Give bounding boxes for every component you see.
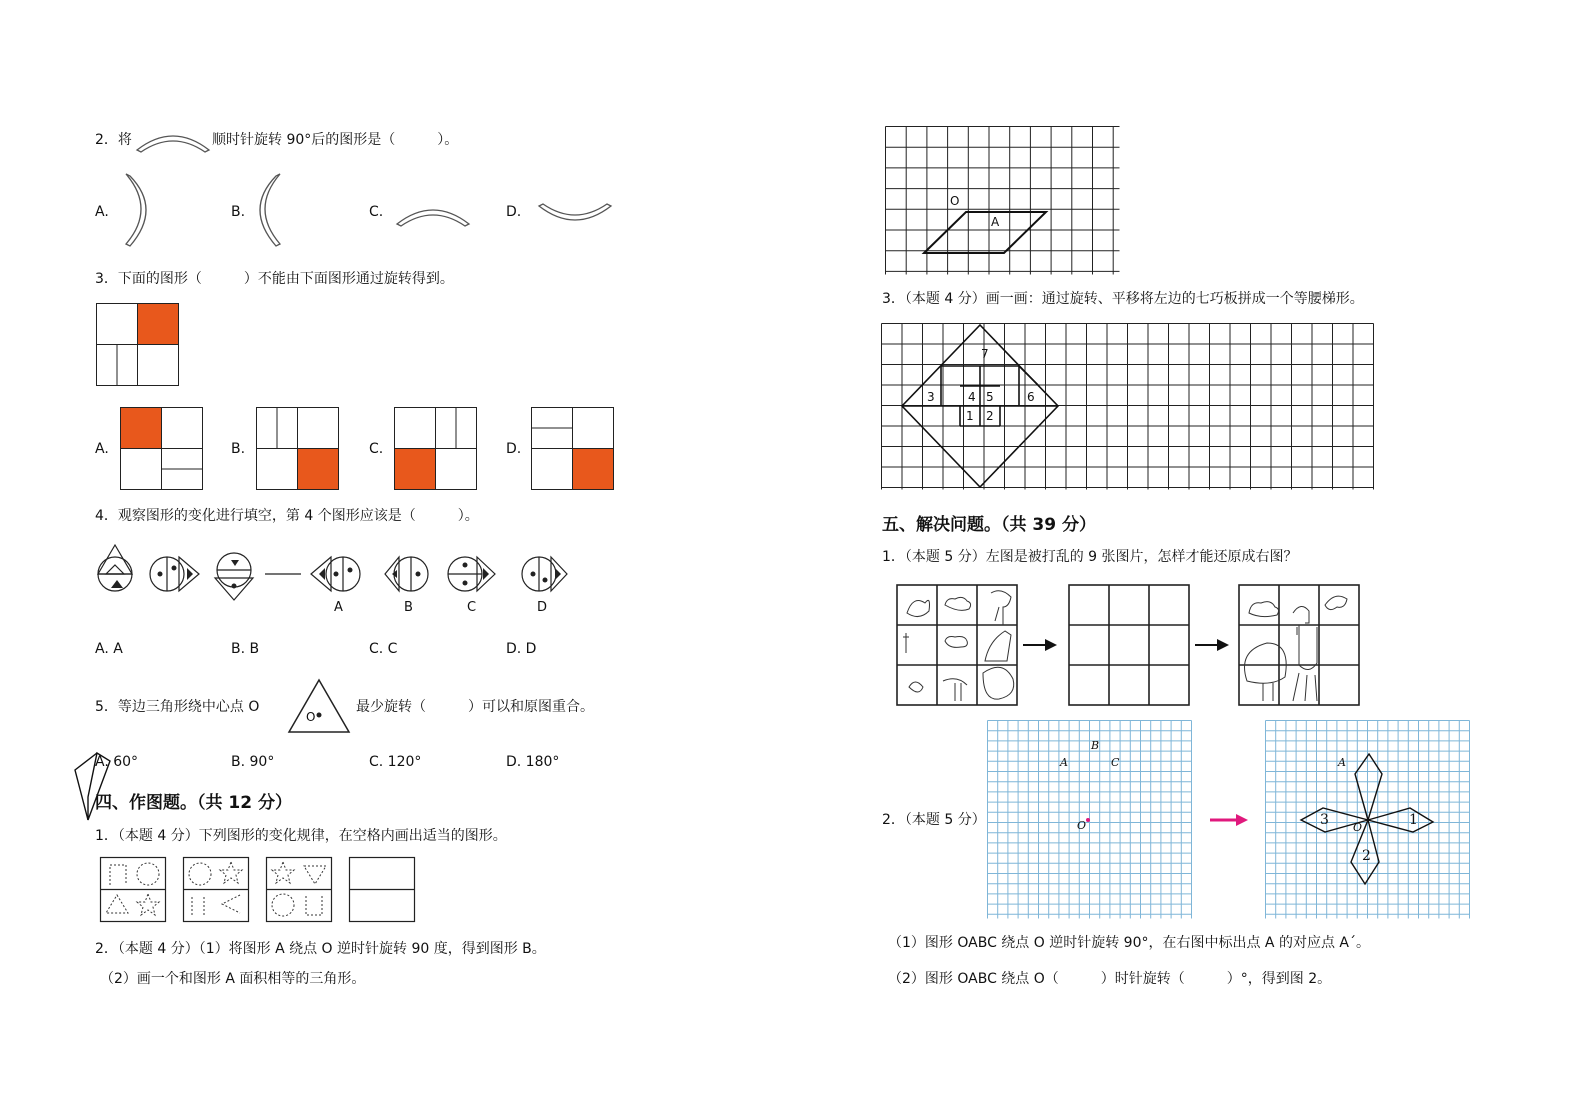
q4-option-b[interactable]: B. B — [231, 641, 260, 657]
grid1-point-o: O — [950, 194, 960, 208]
blue-grid-left-label-b: B — [1091, 739, 1100, 752]
q4-figure-label-c: C — [467, 600, 477, 615]
q3-figure-c — [394, 407, 478, 491]
q2-option-a[interactable]: A. — [95, 204, 109, 220]
pink-arrow-icon — [1208, 812, 1250, 828]
tangram-label-3: 3 — [927, 390, 935, 404]
section-4-q2-line1: 2．（本题 4 分）（1）将图形 A 绕点 O 逆时针旋转 90 度，得到图形 B。 — [95, 941, 546, 957]
arc-up-icon — [395, 202, 473, 230]
q2-suffix: 顺时针旋转 90°后的图形是（ ）。 — [212, 132, 459, 148]
pattern-boxes — [100, 857, 418, 925]
tangram-label-6: 6 — [1027, 390, 1035, 404]
q5-prefix: 5．等边三角形绕中心点 O — [95, 699, 260, 715]
section-5-title: 五、解决问题。（共 39 分） — [882, 515, 1096, 535]
tangram-label-4: 4 — [968, 390, 976, 404]
blue-grid-right[interactable] — [1265, 720, 1471, 920]
puzzle-sequence — [895, 583, 1367, 709]
q4-figure-label-a: A — [334, 600, 343, 615]
arc-left-icon — [258, 172, 288, 250]
q5-point-label: O — [306, 710, 316, 724]
q3-text: 3．下面的图形（ ）不能由下面图形通过旋转得到。 — [95, 271, 454, 287]
section-5-sub1: （1）图形 OABC 绕点 O 逆时针旋转 90°，在右图中标出点 A 的对应点 A´。 — [888, 935, 1370, 951]
q5-option-c[interactable]: C. 120° — [369, 754, 422, 770]
blue-grid-right-label-2: 2 — [1362, 848, 1371, 864]
q4-option-c[interactable]: C. C — [369, 641, 398, 657]
tangram-label-7: 7 — [981, 347, 989, 361]
q3-option-b[interactable]: B. — [231, 441, 246, 457]
q3-original-figure — [96, 303, 180, 387]
blue-grid-left-label-a: A — [1060, 756, 1068, 769]
section-5-q2-label: 2．（本题 5 分） — [882, 812, 986, 828]
q5-option-a[interactable]: A. 60° — [95, 754, 139, 770]
q5-option-d[interactable]: D. 180° — [506, 754, 560, 770]
arc-down-icon — [537, 200, 615, 228]
equilateral-triangle-figure — [288, 678, 352, 734]
q5-suffix: 最少旋转（ ）可以和原图重合。 — [356, 699, 594, 715]
q4-option-a[interactable]: A. A — [95, 641, 123, 657]
section-5-sub2: （2）图形 OABC 绕点 O（ ）时针旋转（ ）°，得到图 2。 — [888, 971, 1332, 987]
q3-figure-d — [531, 407, 615, 491]
blue-grid-right-label-o: O — [1353, 821, 1363, 834]
q2-option-b[interactable]: B. — [231, 204, 246, 220]
arc-shape-icon — [135, 128, 215, 156]
blue-grid-left[interactable] — [987, 720, 1193, 920]
q3-option-c[interactable]: C. — [369, 441, 384, 457]
q4-pattern-figures — [93, 540, 573, 622]
blue-grid-right-label-a: A — [1338, 756, 1346, 769]
q4-figure-label-b: B — [404, 600, 413, 615]
q4-text: 4．观察图形的变化进行填空，第 4 个图形应该是（ ）。 — [95, 508, 479, 524]
tangram-label-1: 1 — [966, 409, 974, 423]
blue-grid-right-label-3: 3 — [1320, 812, 1329, 828]
q3-figure-b — [256, 407, 340, 491]
q3-figure-a — [120, 407, 204, 491]
q4-option-d[interactable]: D. D — [506, 641, 537, 657]
q2-prefix: 2．将 — [95, 132, 132, 148]
section-4-q2-line2: （2）画一个和图形 A 面积相等的三角形。 — [100, 971, 366, 987]
q3-option-d[interactable]: D. — [506, 441, 522, 457]
grid1-label-a: A — [991, 215, 1000, 229]
grid-parallelogram[interactable] — [885, 126, 1121, 276]
tangram-label-5: 5 — [986, 390, 994, 404]
q2-option-c[interactable]: C. — [369, 204, 384, 220]
q2-option-d[interactable]: D. — [506, 204, 522, 220]
q4-figure-label-d: D — [537, 600, 548, 615]
q5-option-b[interactable]: B. 90° — [231, 754, 275, 770]
blue-grid-left-label-c: C — [1111, 756, 1120, 769]
blue-grid-left-label-o: O — [1077, 819, 1087, 832]
tangram-grid[interactable] — [881, 323, 1376, 491]
blue-grid-right-label-1: 1 — [1409, 812, 1418, 828]
arc-right-icon — [122, 172, 152, 250]
q3-option-a[interactable]: A. — [95, 441, 109, 457]
section-5-q1: 1．（本题 5 分）左图是被打乱的 9 张图片，怎样才能还原成右图？ — [882, 549, 1298, 565]
right-q3-text: 3．（本题 4 分）画一画：通过旋转、平移将左边的七巧板拼成一个等腰梯形。 — [882, 291, 1364, 307]
section-4-q1: 1．（本题 4 分）下列图形的变化规律，在空格内画出适当的图形。 — [95, 828, 507, 844]
tangram-label-2: 2 — [986, 409, 994, 423]
section-4-title: 四、作图题。（共 12 分） — [95, 793, 292, 813]
